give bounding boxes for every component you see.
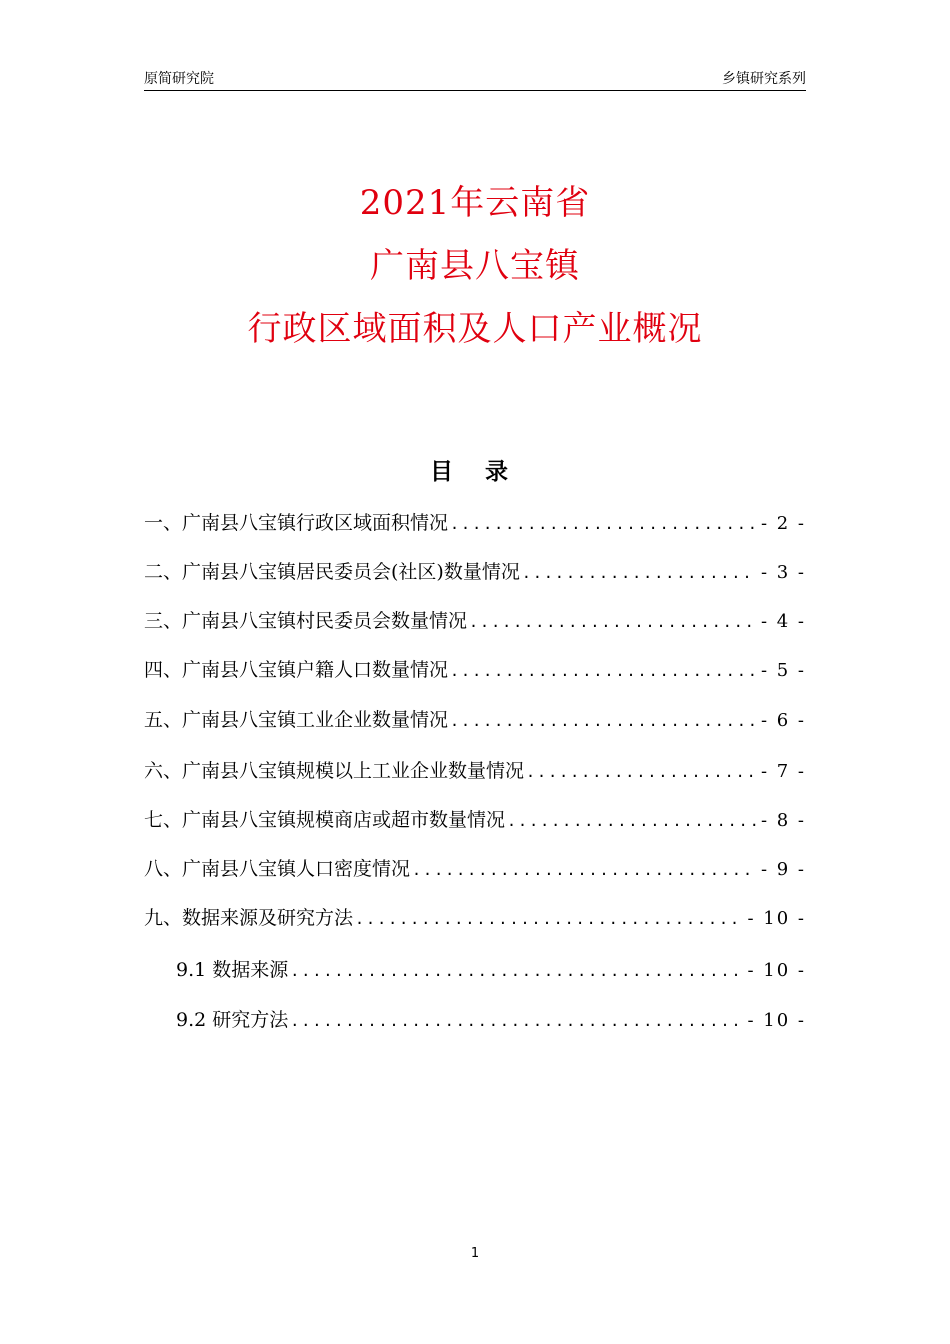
toc-label: 一、广南县八宝镇行政区域面积情况 (144, 512, 449, 534)
toc-leader-dots (412, 853, 757, 887)
toc-leader-dots (522, 556, 757, 590)
toc-item-7[interactable] (144, 803, 806, 837)
header-org: 原简研究院 (144, 71, 214, 87)
title-line-3: 行政区域面积及人口产业概况 (247, 309, 703, 349)
toc-leader-dots (355, 902, 743, 936)
toc-heading: 目 录 (429, 459, 520, 485)
page-header (144, 66, 806, 91)
toc-page-number: - 8 - (760, 810, 806, 831)
toc-leader-dots (450, 704, 757, 738)
toc-item-4[interactable] (144, 653, 806, 687)
toc-label: 六、广南县八宝镇规模以上工业企业数量情况 (144, 760, 525, 782)
toc-page-number: - 2 - (760, 513, 806, 534)
title-line-1: 2021年云南省 (359, 183, 591, 223)
toc-leader-dots (469, 605, 757, 639)
page-number: 1 (470, 1246, 480, 1261)
toc-leader-dots (290, 954, 743, 988)
toc-page-number: - 10 - (747, 960, 806, 981)
toc-leader-dots (450, 654, 757, 688)
toc-leader-dots (450, 507, 757, 541)
toc-page-number: - 6 - (760, 710, 806, 731)
toc-label: 四、广南县八宝镇户籍人口数量情况 (144, 659, 449, 681)
toc-item-9[interactable] (144, 901, 806, 935)
toc-label: 七、广南县八宝镇规模商店或超市数量情况 (144, 809, 506, 831)
toc-label: 三、广南县八宝镇村民委员会数量情况 (144, 610, 468, 632)
toc-label: 九、数据来源及研究方法 (144, 907, 354, 929)
toc-item-8[interactable] (144, 852, 806, 886)
toc-label: 二、广南县八宝镇居民委员会(社区)数量情况 (144, 561, 520, 583)
toc-leader-dots (526, 755, 757, 789)
toc-page-number: - 7 - (760, 761, 806, 782)
toc-item-6[interactable] (144, 754, 806, 788)
toc-label: 9.2 研究方法 (176, 1009, 289, 1031)
toc-label: 八、广南县八宝镇人口密度情况 (144, 858, 411, 880)
toc-page-number: - 3 - (760, 562, 806, 583)
toc-page-number: - 5 - (760, 660, 806, 681)
toc-item-9-1[interactable] (144, 953, 806, 987)
toc-item-9-2[interactable] (144, 1003, 806, 1037)
toc-label: 9.1 数据来源 (176, 959, 289, 981)
header-series: 乡镇研究系列 (722, 71, 806, 87)
toc-label: 五、广南县八宝镇工业企业数量情况 (144, 709, 449, 731)
title-line-2: 广南县八宝镇 (370, 246, 580, 286)
toc-item-3[interactable] (144, 604, 806, 638)
toc-page-number: - 9 - (760, 859, 806, 880)
toc-item-1[interactable] (144, 506, 806, 540)
toc-leader-dots (507, 804, 757, 838)
toc-page-number: - 10 - (747, 908, 806, 929)
toc-page-number: - 4 - (760, 611, 806, 632)
toc-item-5[interactable] (144, 703, 806, 737)
toc-leader-dots (290, 1004, 743, 1038)
toc-item-2[interactable] (144, 555, 806, 589)
toc-page-number: - 10 - (747, 1010, 806, 1031)
